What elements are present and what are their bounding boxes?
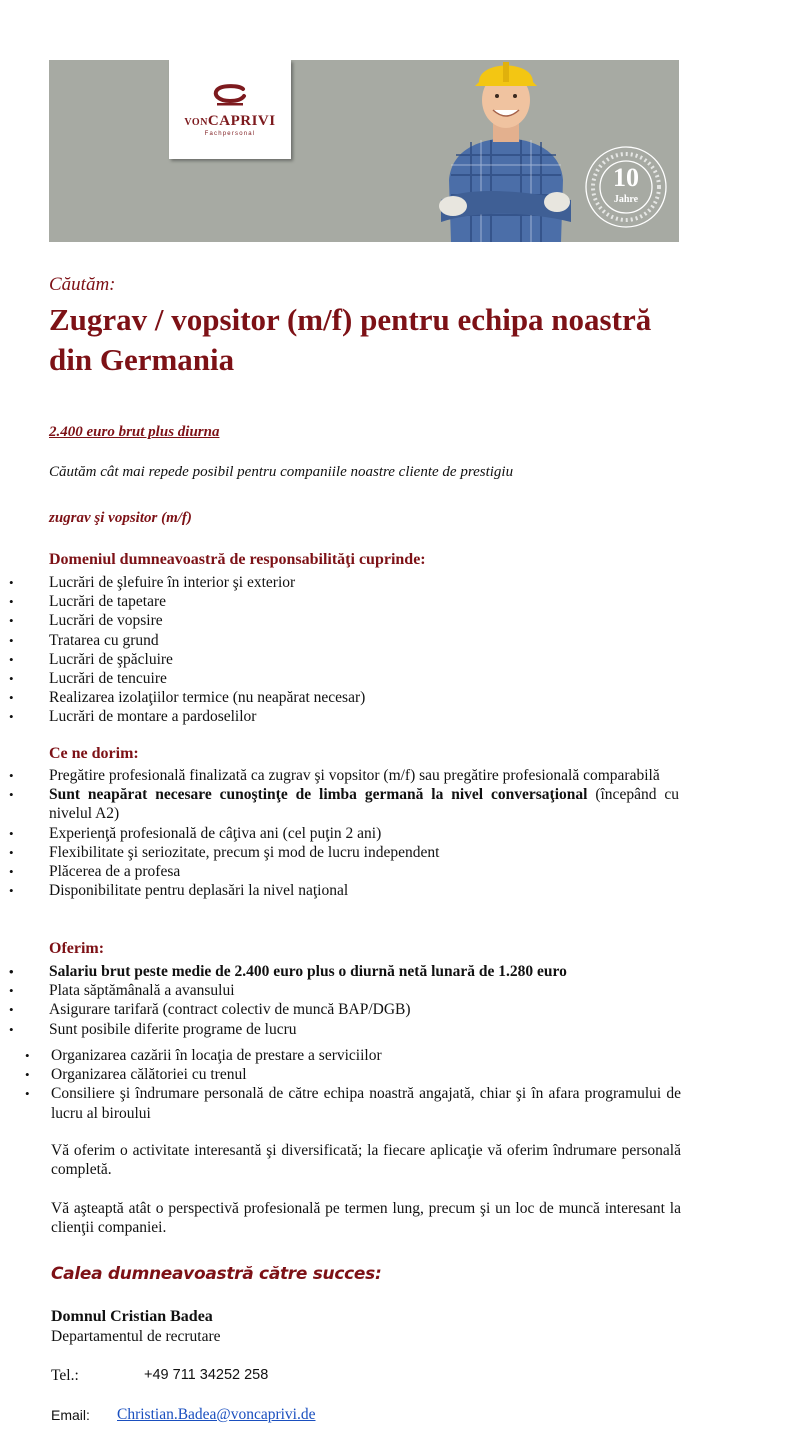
list-item: • Organizarea cazării în locaţia de prestare a serviciilor: [51, 1046, 681, 1065]
contact-department: Departamentul de recrutare: [51, 1328, 221, 1345]
email-label: Email:: [51, 1407, 90, 1423]
list-item: • Sunt posibile diferite programe de lucru: [49, 1020, 679, 1039]
role-text: zugrav şi vopsitor (m/f): [49, 510, 192, 526]
success-heading: Calea dumneavoastră către succes:: [51, 1264, 382, 1284]
seal-label: Jahre: [613, 194, 639, 205]
list-item: • Lucrări de şlefuire în interior şi exterior: [49, 573, 679, 592]
list-item: • Lucrări de tapetare: [49, 592, 679, 611]
list-item: • Organizarea călătoriei cu trenul: [51, 1065, 681, 1084]
intro-text: Căutăm cât mai repede posibil pentru companiile noastre cliente de prestigiu: [49, 464, 514, 480]
seal-number: 10: [613, 163, 639, 192]
list-item: • Consiliere şi îndrumare personală de către echipa noastră angajată, chiar şi în afara programului de lucru al biroului: [51, 1084, 681, 1122]
paragraph-perspective: Vă aşteaptă atât o perspectivă profesională pe termen lung, precum şi un loc de muncă interesant la clienţii companiei.: [51, 1200, 681, 1237]
list-item-bold: Sunt neapărat necesare cunoştinţe de limba germană la nivel conversaţional: [49, 786, 588, 804]
list-item: • Pregătire profesională finalizată ca zugrav şi vopsitor (m/f) sau pregătire profesională comparabilă: [49, 766, 679, 785]
list-item: • Lucrări de şpăcluire: [49, 650, 679, 669]
list-item: • Realizarea izolaţiilor termice (nu neapărat necesar): [49, 688, 679, 707]
logo-mark-icon: [213, 84, 247, 106]
list-item: • Salariu brut peste medie de 2.400 euro plus o diurnă netă lunară de 1.280 euro: [49, 962, 679, 981]
contact-name: Domnul Cristian Badea: [51, 1308, 213, 1325]
list-item: • Asigurare tarifară (contract colectiv de muncă BAP/DGB): [49, 1000, 679, 1019]
company-logo: [169, 60, 291, 159]
list-item: • Experienţă profesională de câţiva ani (cel puţin 2 ani): [49, 824, 679, 843]
list-item: • Plata săptămânală a avansului: [49, 981, 679, 1000]
salary-line: 2.400 euro brut plus diurna: [49, 424, 220, 440]
paragraph-offer: Vă oferim o activitate interesantă şi diversificată; la fiecare aplicaţie vă oferim îndrumare personală completă.: [51, 1142, 681, 1179]
logo-name: CAPRIVI: [207, 113, 276, 129]
list-item: [49, 785, 679, 823]
list-item: • Flexibilitate şi seriozitate, precum şi mod de lucru independent: [49, 843, 679, 862]
offer-list-continued: [51, 1046, 681, 1123]
requirements-heading: Ce ne dorim:: [49, 745, 139, 762]
offer-heading: Oferim:: [49, 940, 105, 957]
construction-worker-image: [431, 60, 581, 242]
email-link[interactable]: Christian.Badea@voncaprivi.de: [117, 1406, 316, 1423]
list-item: • Plăcerea de a profesa: [49, 862, 679, 881]
requirements-list: [49, 766, 679, 900]
logo-wordmark: [169, 113, 291, 130]
list-item: • Lucrări de montare a pardoselilor: [49, 707, 679, 726]
responsibilities-heading: Domeniul dumneavoastră de responsabilităţi cuprinde:: [49, 551, 426, 568]
logo-von: VON: [184, 117, 208, 128]
tel-label: Tel.:: [51, 1367, 79, 1384]
tel-value[interactable]: +49 711 34252 258: [144, 1367, 269, 1383]
offer-list: [49, 962, 679, 1039]
kicker-text: Căutăm:: [49, 274, 116, 295]
logo-subtitle: Fachpersonal: [204, 131, 256, 137]
list-item: • Lucrări de tencuire: [49, 669, 679, 688]
responsibilities-list: [49, 573, 679, 727]
page-title: Zugrav / vopsitor (m/f) pentru echipa noastră din Germania: [49, 302, 652, 377]
list-item: • Tratarea cu grund: [49, 631, 679, 650]
header-banner: [49, 60, 679, 242]
list-item-rest: (începând cu nivelul A2): [49, 786, 679, 823]
list-item: • Disponibilitate pentru deplasări la nivel naţional: [49, 881, 679, 900]
list-item: • Lucrări de vopsire: [49, 611, 679, 630]
